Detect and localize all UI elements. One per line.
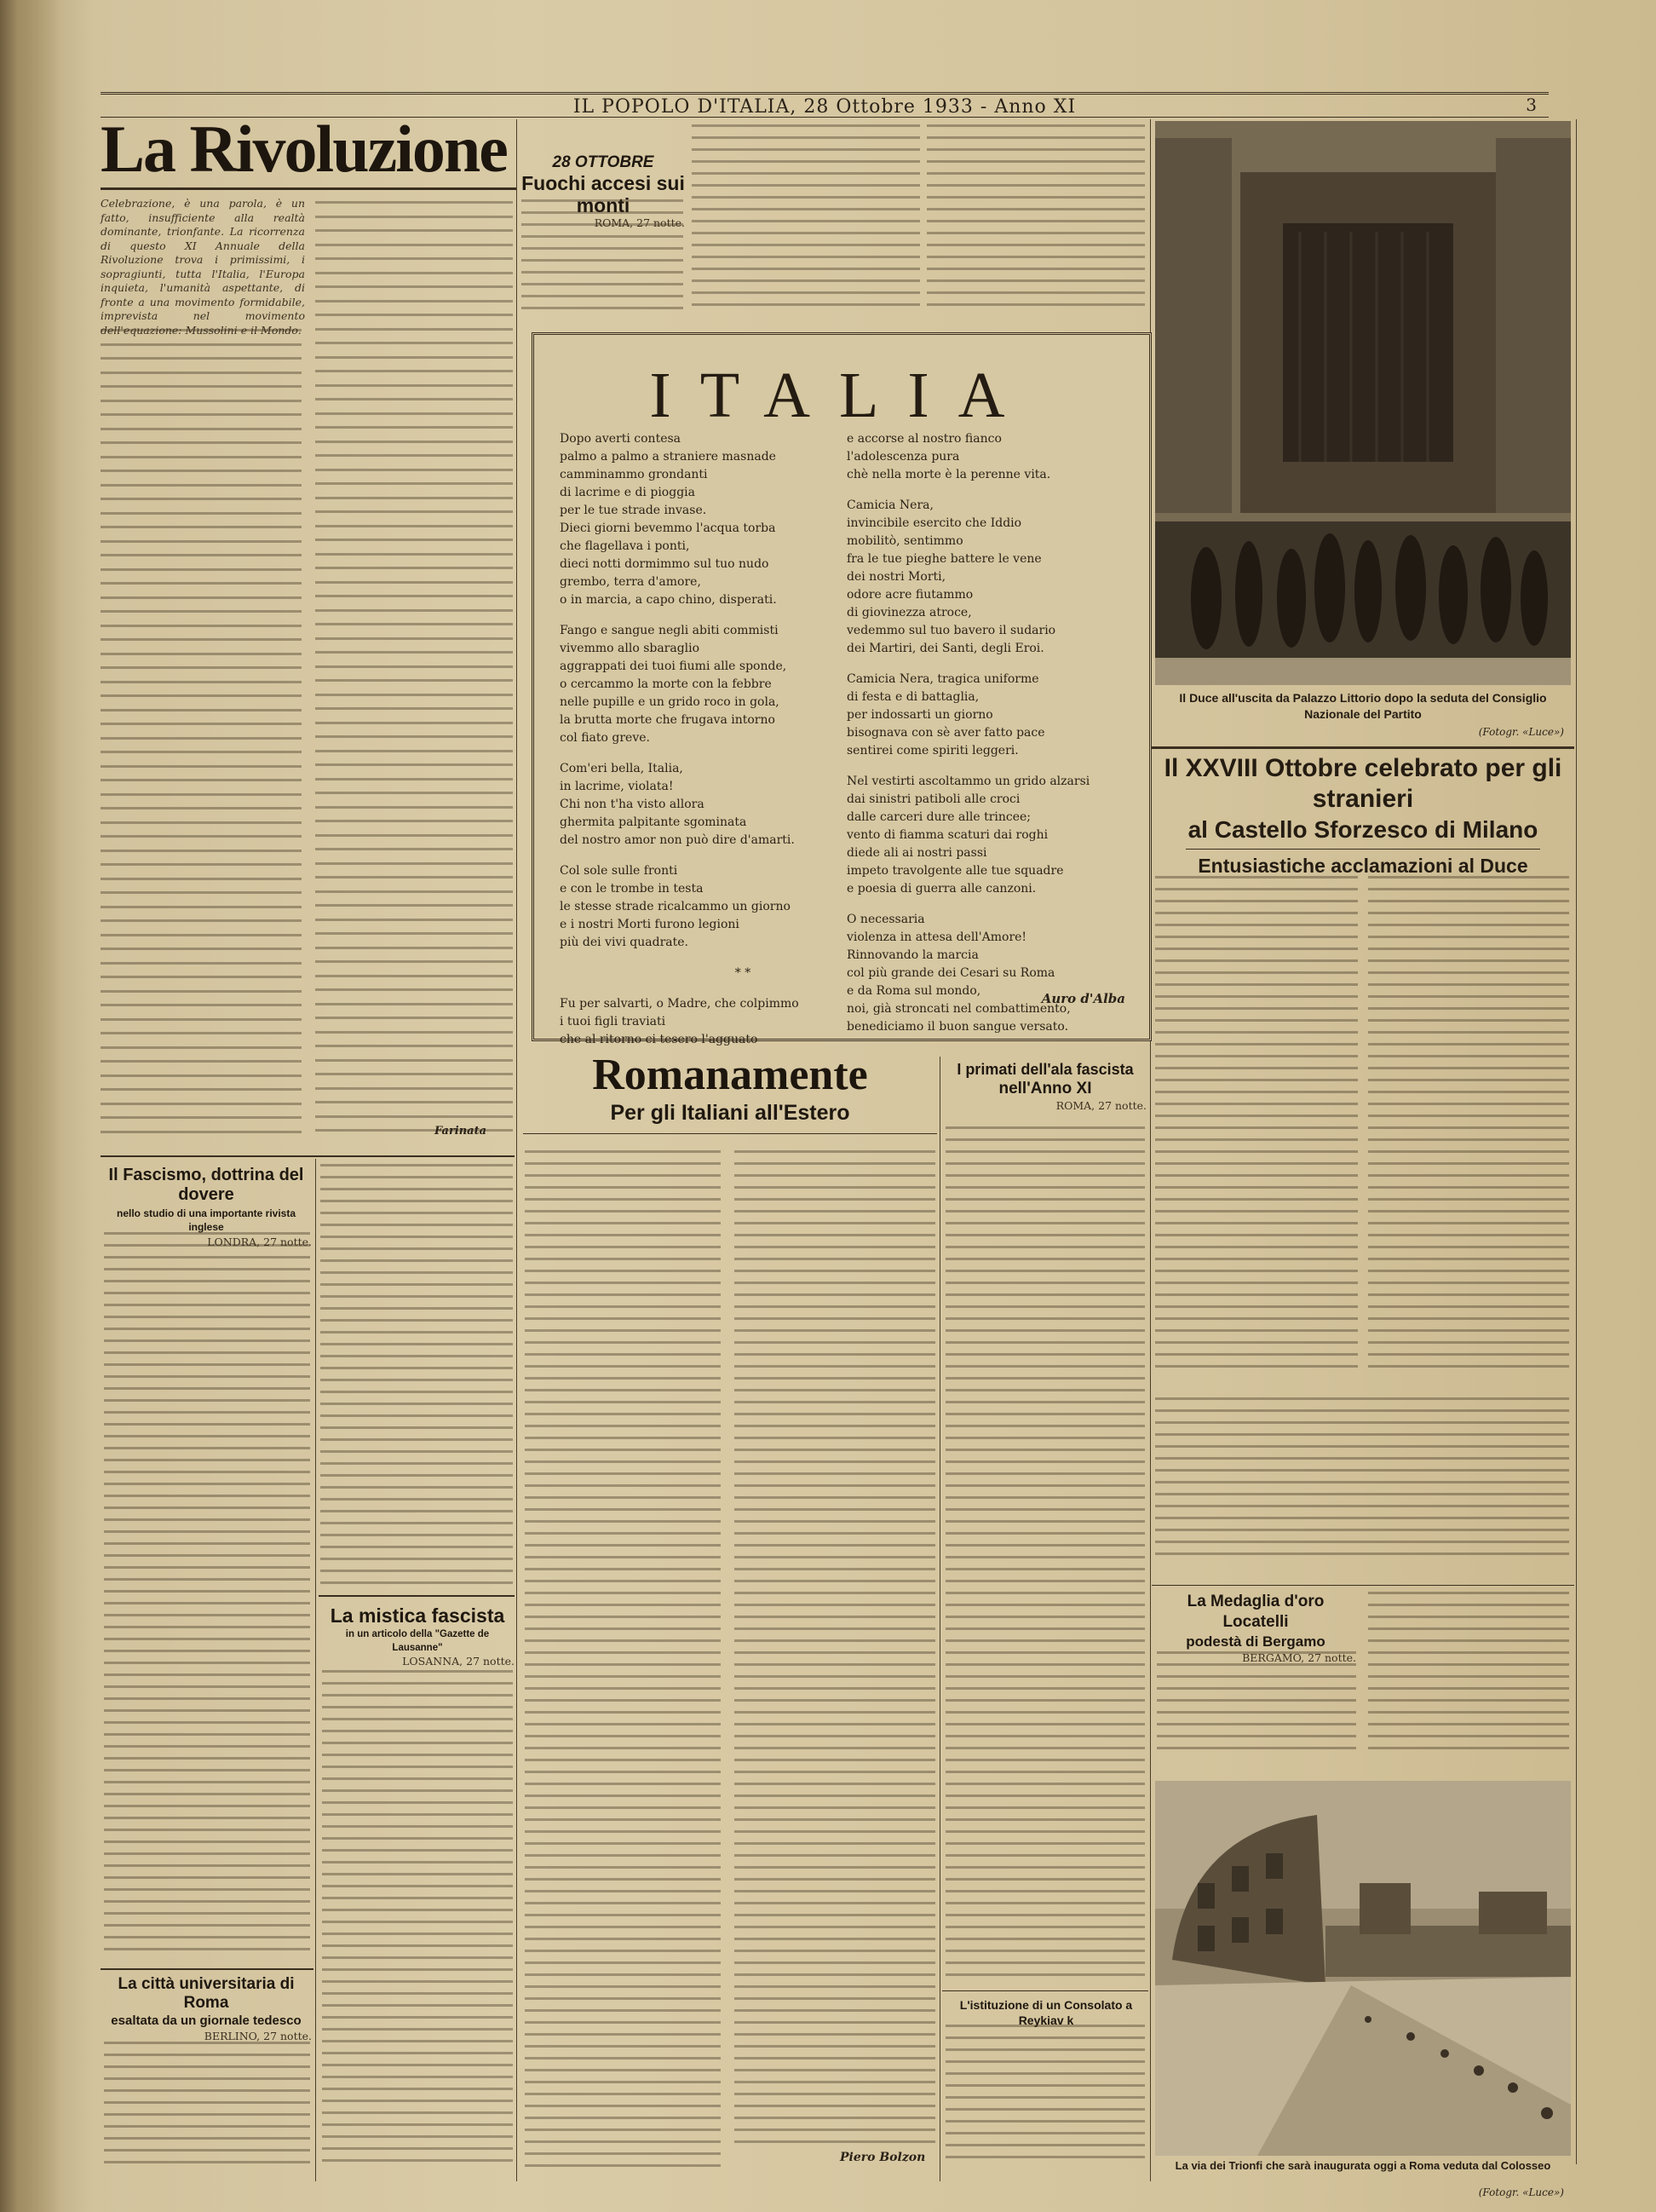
poem-author: Auro d'Alba xyxy=(1041,991,1125,1006)
body-text-block xyxy=(1368,1592,1569,1762)
poem-stanza: Dopo averti contesa palmo a palmo a straniere masnade camminammo grondanti di lacrime e di pioggia per le tue strade invase. Dieci giorni bevemmo l'acqua torba che flagellava i ponti, dieci notti dormimmo sul tuo nudo grembo, terra d'amore, o in marcia, a capo chino, disperati. xyxy=(560,432,777,607)
poem-left-column xyxy=(560,430,841,1062)
photo-via-dei-trionfi xyxy=(1155,1781,1571,2156)
body-text-block xyxy=(320,1164,513,1590)
body-text-block xyxy=(927,124,1145,327)
divider xyxy=(942,1990,1148,1991)
poem-stanza: Camicia Nera, tragica uniforme di festa e di battaglia, per indossarti un giorno bisognava con sè aver fatto pace sentirei come spiriti leggeri. xyxy=(847,672,1045,757)
photo-caption: La via dei Trionfi che sarà inaugurata oggi a Roma veduta dal Colosseo xyxy=(1175,2159,1551,2172)
photo-palazzo-littorio xyxy=(1155,121,1571,685)
poem-stanza: O necessaria violenza in attesa dell'Amore! Rinnovando la marcia col più grande dei Cesari su Roma e da Roma sul mondo, noi, già stroncati nel combattimento, benediciamo il buon sangue versato. xyxy=(847,913,1071,1034)
dateline: BERGAMO, 27 notte. xyxy=(1242,1651,1356,1664)
photo-image xyxy=(1155,1781,1571,2156)
column-rule xyxy=(315,1159,316,2181)
body-text-block xyxy=(101,329,302,1181)
divider xyxy=(1152,1585,1574,1586)
page-number: 3 xyxy=(1526,95,1537,115)
poem-stanza: Com'eri bella, Italia, in lacrime, violata! Chi non t'ha visto allora ghermita palpitante sgominata del nostro amor non può dire d'amarti. xyxy=(560,762,795,847)
column-rule xyxy=(1576,119,1577,2164)
signature-farinata: Farinata xyxy=(434,1125,487,1138)
body-text-block xyxy=(525,1150,721,2173)
poem-stanza: Col sole sulle fronti e con le trombe in testa le stesse strade ricalcammo un giorno e i nostri Morti furono legioni più dei vivi quadrate. xyxy=(560,864,791,949)
dateline: ROMA, 27 notte. xyxy=(1055,1099,1147,1112)
body-text-block xyxy=(315,201,513,1154)
subheadline: nello studio di una importante rivista inglese xyxy=(116,1207,296,1233)
poem-stanza: Nel vestirti ascoltammo un grido alzarsi dai sinistri patiboli alle croci dalle carceri dure alle trincee; vento di fiamma scaturi dai roghi diede ali ai nostri passi impeto travolgente alle tue squadre e poesia di guerra alle canzoni. xyxy=(847,775,1090,896)
subheadline: nell'Anno XI xyxy=(998,1080,1092,1097)
photo-caption: Il Duce all'uscita da Palazzo Littorio dopo la seduta del Consiglio Nazionale del Partito xyxy=(1179,691,1547,721)
divider xyxy=(101,1968,313,1970)
subheadline: Entusiastiche acclamazioni al Duce xyxy=(1198,855,1528,877)
article-romanamente xyxy=(523,1051,937,1134)
poem-stanza: Fu per salvarti, o Madre, che colpimmo i tuoi figli traviati che al ritorno ci tesero l'agguato xyxy=(560,997,799,1046)
subheadline: Per gli Italiani all'Estero xyxy=(610,1101,850,1125)
body-text-block xyxy=(322,1670,513,2177)
body-text-block xyxy=(521,199,683,327)
headline: Il XXVIII Ottobre celebrato per gli stranieri xyxy=(1164,754,1562,813)
divider xyxy=(101,1155,515,1157)
headline-line2: al Castello Sforzesco di Milano xyxy=(1187,816,1538,843)
dateline: BERLINO, 27 notte. xyxy=(204,2030,312,2042)
body-text-block xyxy=(1155,876,1358,1387)
lead-paragraph: Celebrazione, è una parola, è un fatto, insufficiente alla realtà dominante, trionfante. La ricorrenza di questo XI Annuale della Rivoluzione trova i primissimi, i sopragiunti, tutta l'Italia, l'Europa inquieta, l'umanità aspettante, di fronte a una movimento formidabile, imprevista nel movimento dell'equazione: Mussolini e il Mondo. xyxy=(101,197,305,337)
column-rule xyxy=(516,119,517,2181)
body-text-block xyxy=(946,2025,1145,2174)
kicker: 28 OTTOBRE xyxy=(552,153,654,171)
headline: La mistica fascista xyxy=(330,1604,505,1627)
divider xyxy=(319,1595,515,1597)
photo-image xyxy=(1155,121,1571,685)
body-text-block xyxy=(1155,1397,1569,1568)
headline: Fuochi accesi sui monti xyxy=(521,172,685,216)
signature-piero-bolzon: Piero Bolzon xyxy=(840,2151,926,2164)
headline: La Medaglia d'oro Locatelli xyxy=(1187,1593,1325,1631)
divider xyxy=(101,187,516,190)
poem-italia-box xyxy=(532,332,1152,1046)
poem-separator: * * xyxy=(734,966,751,980)
headline: Il Fascismo, dottrina del dovere xyxy=(108,1166,304,1204)
photo-credit: (Fotogr. «Luce») xyxy=(1478,2186,1564,2198)
body-text-block xyxy=(734,1150,935,2147)
poem-stanza: Fango e sangue negli abiti commisti vivemmo allo sbaraglio aggrappati dei tuoi fiumi alle sponde, o cercammo la morte con la febbre nelle pupille e un grido roco in gola, la brutta morte che frugava intorno col fiato greve. xyxy=(560,624,787,745)
article-primati-ala-fascista xyxy=(944,1060,1147,1114)
article-citta-universitaria xyxy=(101,1975,312,2044)
article-mistica-fascista xyxy=(320,1604,515,1669)
body-text-block xyxy=(946,1126,1145,1987)
subheadline: in un articolo della "Gazette de Lausanne" xyxy=(345,1629,490,1653)
poem-title: ITALIA xyxy=(649,360,1034,431)
photo-credit: (Fotogr. «Luce») xyxy=(1478,726,1564,738)
divider xyxy=(523,1133,937,1134)
body-text-block xyxy=(692,124,920,327)
poem-stanza: Camicia Nera, invincibile esercito che Iddio mobilitò, sentimmo fra le tue pieghe battere le vene dei nostri Morti, odore acre fiutammo di giovinezza atroce, vedemmo sul tuo bavero il sudario dei Martiri, dei Santi, degli Eroi. xyxy=(847,498,1056,655)
article-stranieri-castello-sforzesco xyxy=(1152,753,1574,878)
headline: La città universitaria di Roma xyxy=(118,1975,295,2012)
headline: La Rivoluzione xyxy=(101,112,507,186)
running-head-text: IL POPOLO D'ITALIA, 28 Ottobre 1933 - Anno XI xyxy=(572,96,1077,118)
headline: Romanamente xyxy=(592,1051,868,1099)
body-text-block xyxy=(104,2042,310,2178)
headline: I primati dell'ala fascista xyxy=(957,1061,1134,1078)
subheadline: podestà di Bergamo xyxy=(1186,1633,1325,1650)
dateline: LOSANNA, 27 notte. xyxy=(402,1655,515,1668)
divider xyxy=(1186,849,1540,850)
binding-shadow xyxy=(0,0,60,2212)
divider xyxy=(1152,746,1574,749)
dateline: LONDRA, 27 notte. xyxy=(207,1236,312,1248)
poem-stanza: e accorse al nostro fianco l'adolescenza pura chè nella morte è la perenne vita. xyxy=(847,432,1051,481)
body-text-block xyxy=(1368,876,1569,1387)
poem-right-column xyxy=(847,430,1136,1049)
body-text-block xyxy=(104,1232,310,1965)
subheadline: esaltata da un giornale tedesco xyxy=(111,2013,302,2028)
headline-consolato-reykiavik: L'istituzione di un Consolato a Reykiav k xyxy=(959,1998,1133,2027)
body-text-block xyxy=(1157,1651,1356,1762)
dateline: ROMA, 27 notte. xyxy=(594,216,685,229)
